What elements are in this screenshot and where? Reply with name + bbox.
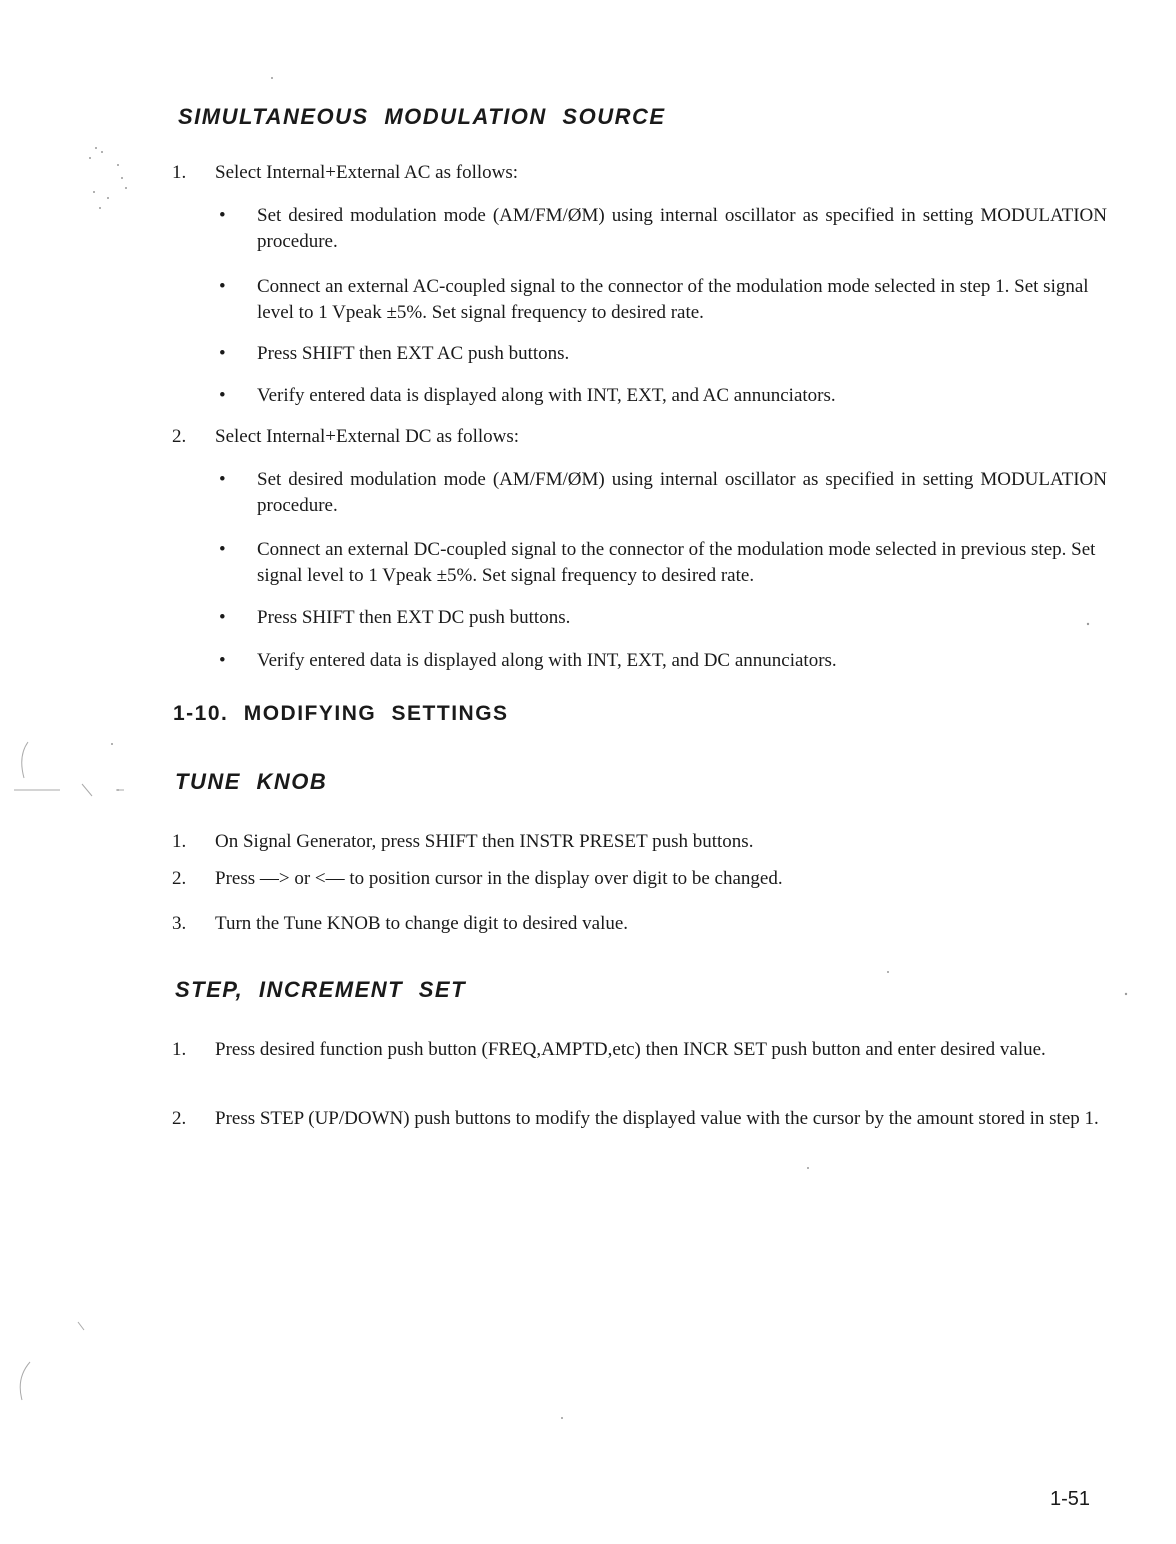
step-text: Turn the Tune KNOB to change digit to desired value. [215, 913, 629, 934]
step-number: 2. [172, 426, 187, 447]
bullet-icon: • [219, 469, 226, 490]
step-number: 2. [172, 1108, 187, 1129]
section-heading-tune-knob: TUNE KNOB [175, 769, 328, 794]
step-text: Select Internal+External DC as follows: [215, 426, 520, 447]
step-number: 1. [172, 831, 187, 852]
page-number: 1-51 [1049, 1488, 1090, 1510]
bullet-icon: • [219, 650, 226, 671]
section-heading-modifying: 1-10. MODIFYING SETTINGS [173, 702, 509, 725]
bullet-text: Connect an external DC-coupled signal to the connector of the modulation mode selected in previous step. Set signal level to 1 Vpeak ±5%. Set signal frequency to desired rate. [257, 539, 1096, 586]
step-text: Press —> or <— to position cursor in the display over digit to be changed. [215, 868, 783, 889]
step-text: On Signal Generator, press SHIFT then INSTR PRESET push buttons. [215, 831, 754, 852]
bullet-icon: • [219, 276, 226, 297]
bullet-icon: • [219, 539, 226, 560]
step-text: Press STEP (UP/DOWN) push buttons to modify the displayed value with the cursor by the amount stored in step 1. [215, 1108, 1099, 1129]
section-heading-step-increment: STEP, INCREMENT SET [175, 977, 467, 1002]
step-number: 1. [172, 162, 187, 183]
bullet-text: Set desired modulation mode (AM/FM/ØM) using internal oscillator as specified in setting MODULATION procedure. [257, 469, 1107, 516]
bullet-icon: • [219, 385, 226, 406]
step-number: 1. [172, 1039, 187, 1060]
step-number: 3. [172, 913, 187, 934]
section-heading-simultaneous: SIMULTANEOUS MODULATION SOURCE [178, 104, 666, 129]
bullet-icon: • [219, 607, 226, 628]
bullet-text: Verify entered data is displayed along with INT, EXT, and AC annunciators. [257, 385, 836, 406]
bullet-text: Press SHIFT then EXT DC push buttons. [257, 607, 571, 628]
step-number: 2. [172, 868, 187, 889]
step-text: Press desired function push button (FREQ,AMPTD,etc) then INCR SET push button and enter desired value. [215, 1039, 1046, 1060]
bullet-text: Connect an external AC-coupled signal to the connector of the modulation mode selected in step 1. Set signal level to 1 Vpeak ±5%. Set signal frequency to desired rate. [257, 276, 1089, 323]
bullet-icon: • [219, 343, 226, 364]
bullet-icon: • [219, 205, 226, 226]
step-text: Select Internal+External AC as follows: [215, 162, 519, 183]
bullet-text: Press SHIFT then EXT AC push buttons. [257, 343, 570, 364]
bullet-text: Set desired modulation mode (AM/FM/ØM) using internal oscillator as specified in setting MODULATION procedure. [257, 205, 1107, 252]
bullet-text: Verify entered data is displayed along with INT, EXT, and DC annunciators. [257, 650, 837, 671]
